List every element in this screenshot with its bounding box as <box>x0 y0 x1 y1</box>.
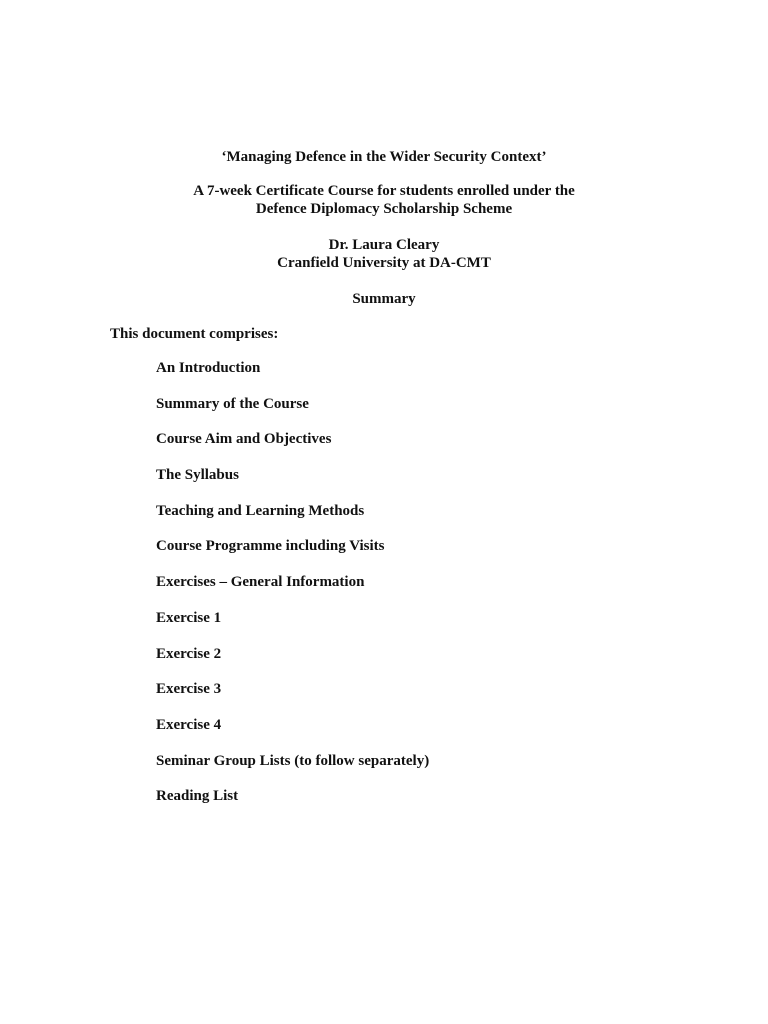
section-heading: Summary <box>352 291 416 307</box>
author-affiliation: Cranfield University at DA-CMT <box>277 255 491 271</box>
contents-item: Seminar Group Lists (to follow separately) <box>156 752 430 769</box>
contents-item: Exercise 3 <box>156 681 222 698</box>
contents-list <box>156 359 429 823</box>
contents-item: Exercise 4 <box>156 716 222 733</box>
contents-item: Course Programme including Visits <box>156 538 385 555</box>
contents-item: Course Aim and Objectives <box>156 431 332 448</box>
contents-item: Exercise 1 <box>156 609 222 626</box>
contents-item: An Introduction <box>156 360 261 376</box>
contents-intro: This document comprises: <box>110 326 279 342</box>
contents-item: Reading List <box>156 788 239 805</box>
author-name: Dr. Laura Cleary <box>328 237 440 253</box>
document-subtitle-line-2: Defence Diplomacy Scholarship Scheme <box>255 201 513 217</box>
contents-item: Summary of the Course <box>156 395 309 412</box>
contents-item: Exercises – General Information <box>156 574 365 591</box>
contents-item: Teaching and Learning Methods <box>156 502 365 519</box>
contents-item: Exercise 2 <box>156 645 222 662</box>
contents-item: The Syllabus <box>156 467 239 484</box>
document-subtitle-line-1: A 7-week Certificate Course for students enrolled under the <box>193 183 575 199</box>
document-title: ‘Managing Defence in the Wider Security Context’ <box>221 149 547 165</box>
